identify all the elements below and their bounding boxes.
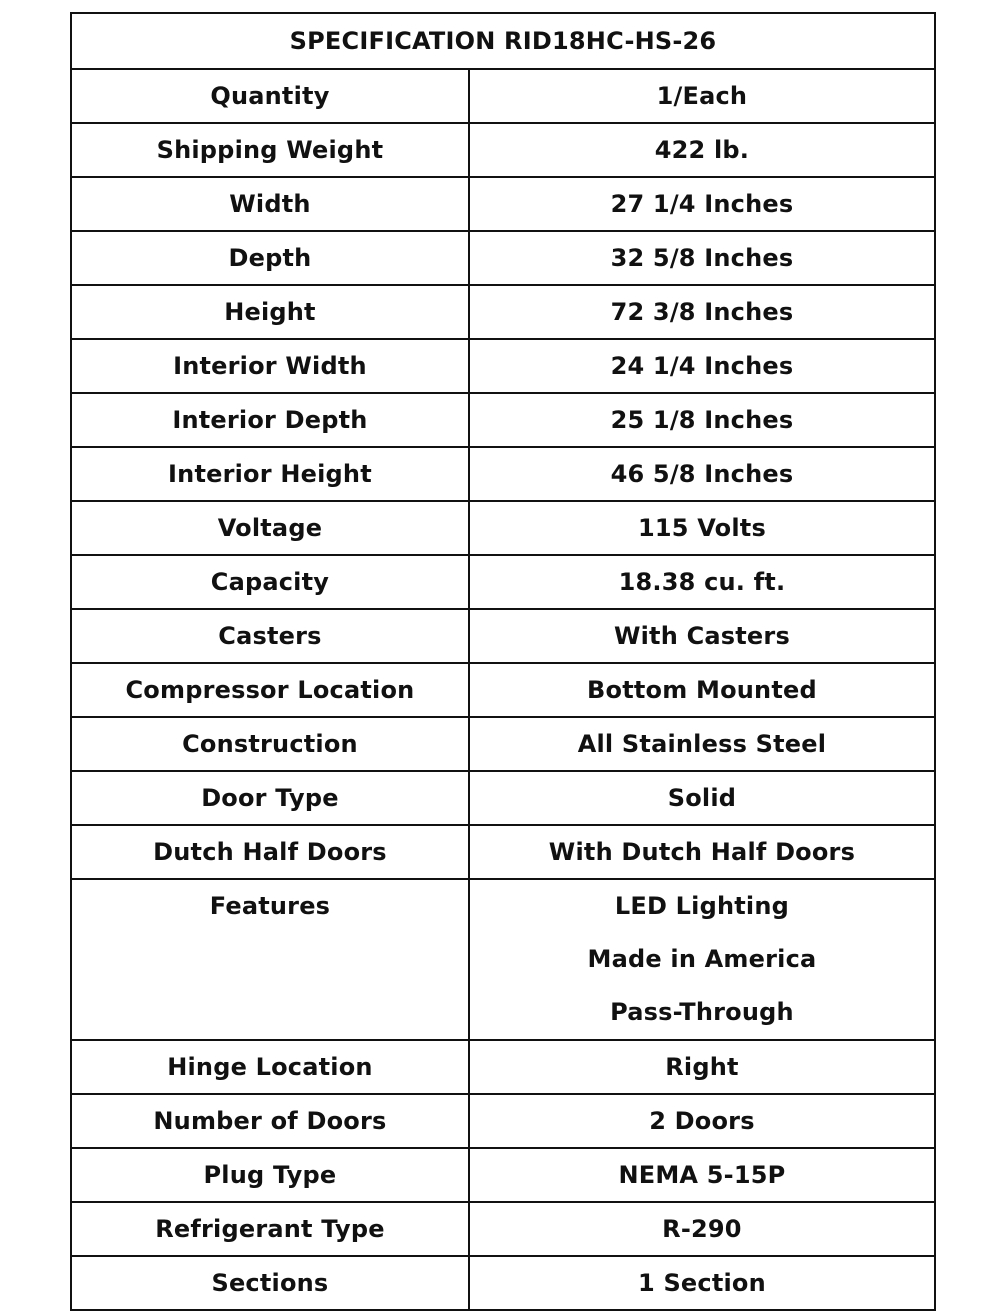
spec-value: NEMA 5-15P	[469, 1148, 935, 1202]
table-header-row	[71, 13, 935, 69]
spec-row-dutch-half-doors	[71, 825, 935, 879]
spec-label: Depth	[71, 231, 469, 285]
spec-value: Right	[469, 1040, 935, 1094]
spec-label: Interior Height	[71, 447, 469, 501]
spec-value: Bottom Mounted	[469, 663, 935, 717]
spec-value: 18.38 cu. ft.	[469, 555, 935, 609]
spec-label: Voltage	[71, 501, 469, 555]
spec-label: Compressor Location	[71, 663, 469, 717]
spec-value: 1/Each	[469, 69, 935, 123]
feature-item: Pass-Through	[610, 998, 794, 1026]
spec-value: With Dutch Half Doors	[469, 825, 935, 879]
spec-label: Capacity	[71, 555, 469, 609]
spec-value: R-290	[469, 1202, 935, 1256]
spec-row-door-type	[71, 771, 935, 825]
table-title: SPECIFICATION RID18HC-HS-26	[71, 13, 935, 69]
spec-value: 24 1/4 Inches	[469, 339, 935, 393]
spec-row-features	[71, 879, 935, 1040]
spec-label: Interior Depth	[71, 393, 469, 447]
spec-label: Refrigerant Type	[71, 1202, 469, 1256]
spec-label: Door Type	[71, 771, 469, 825]
spec-row-shipping-weight	[71, 123, 935, 177]
spec-value: 32 5/8 Inches	[469, 231, 935, 285]
spec-value: 1 Section	[469, 1256, 935, 1310]
spec-label: Interior Width	[71, 339, 469, 393]
spec-label: Quantity	[71, 69, 469, 123]
specification-table	[70, 12, 936, 1311]
spec-row-capacity	[71, 555, 935, 609]
spec-row-refrigerant-type	[71, 1202, 935, 1256]
spec-row-sections	[71, 1256, 935, 1310]
spec-label: Hinge Location	[71, 1040, 469, 1094]
spec-value: 46 5/8 Inches	[469, 447, 935, 501]
spec-row-interior-depth	[71, 393, 935, 447]
spec-row-interior-height	[71, 447, 935, 501]
spec-label: Dutch Half Doors	[71, 825, 469, 879]
spec-label: Width	[71, 177, 469, 231]
spec-row-voltage	[71, 501, 935, 555]
spec-label: Sections	[71, 1256, 469, 1310]
spec-label: Casters	[71, 609, 469, 663]
spec-value: 115 Volts	[469, 501, 935, 555]
spec-label: Features	[71, 879, 469, 1040]
spec-value: 25 1/8 Inches	[469, 393, 935, 447]
spec-row-hinge-location	[71, 1040, 935, 1094]
spec-row-construction	[71, 717, 935, 771]
spec-label: Height	[71, 285, 469, 339]
spec-value: All Stainless Steel	[469, 717, 935, 771]
spec-label: Plug Type	[71, 1148, 469, 1202]
spec-value: With Casters	[469, 609, 935, 663]
spec-label: Construction	[71, 717, 469, 771]
spec-value: Solid	[469, 771, 935, 825]
spec-value: 2 Doors	[469, 1094, 935, 1148]
spec-value: 27 1/4 Inches	[469, 177, 935, 231]
spec-value-list	[469, 879, 935, 1040]
spec-row-height	[71, 285, 935, 339]
spec-value: 72 3/8 Inches	[469, 285, 935, 339]
spec-row-number-of-doors	[71, 1094, 935, 1148]
feature-item: Made in America	[587, 945, 817, 973]
spec-row-plug-type	[71, 1148, 935, 1202]
spec-label: Shipping Weight	[71, 123, 469, 177]
spec-row-interior-width	[71, 339, 935, 393]
spec-value: 422 lb.	[469, 123, 935, 177]
feature-item: LED Lighting	[614, 892, 790, 920]
spec-row-casters	[71, 609, 935, 663]
spec-row-depth	[71, 231, 935, 285]
spec-row-quantity	[71, 69, 935, 123]
spec-row-compressor-location	[71, 663, 935, 717]
spec-label: Number of Doors	[71, 1094, 469, 1148]
spec-row-width	[71, 177, 935, 231]
